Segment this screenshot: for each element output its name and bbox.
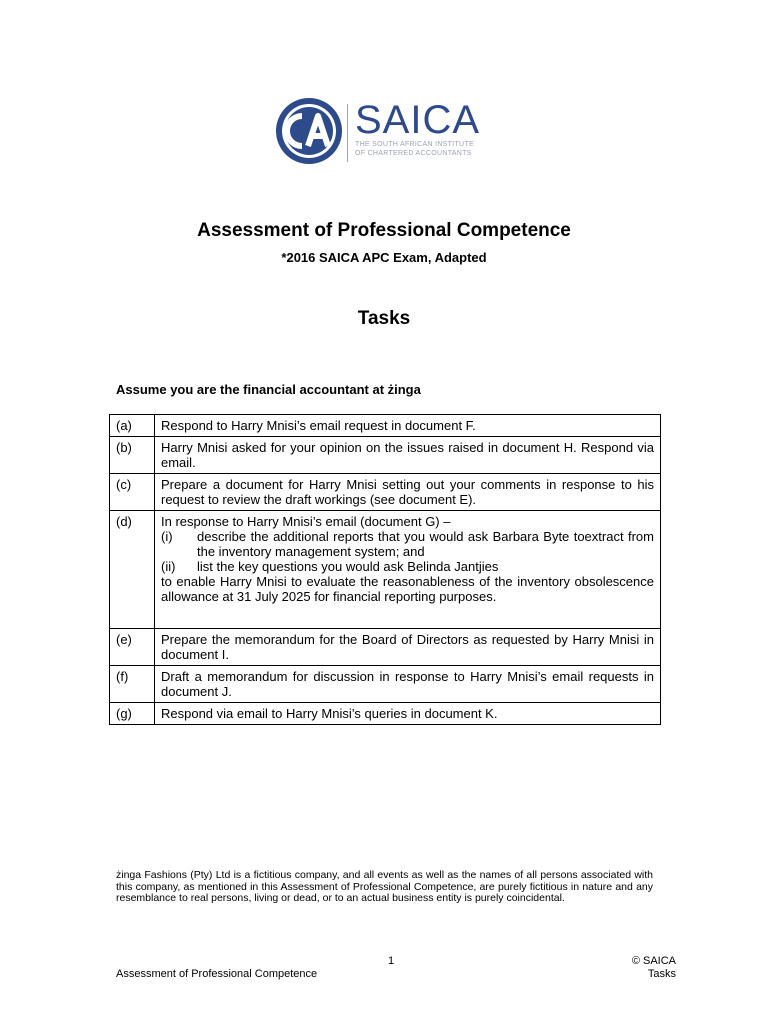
table-row: [110, 511, 661, 629]
table-row: [110, 474, 661, 511]
section-heading: Tasks: [357, 308, 411, 329]
logo-wordmark: [355, 100, 480, 158]
task-label: (g): [110, 703, 155, 725]
task-label: (e): [110, 629, 155, 666]
task-d-item-i-text: describe the additional reports that you would ask Barbara Byte toextract from the inventory management system; and: [197, 529, 654, 559]
task-d-item-ii-label: (ii): [161, 559, 176, 574]
task-text: Prepare a document for Harry Mnisi setting out your comments in response to his request to review the draft workings (see document E).: [155, 474, 661, 511]
task-d-item-ii-text: list the key questions you would ask Belinda Jantjies: [197, 559, 499, 574]
logo-brand-name: SAICA: [355, 98, 481, 142]
intro-text: Assume you are the financial accountant at żinga: [116, 382, 421, 397]
footer-section: Tasks: [647, 968, 676, 980]
disclaimer-text: żinga Fashions (Pty) Ltd is a fictitious company, and all events as well as the names of all persons associated with this company, as mentioned in this Assessment of Professional Competence, are purely fictitious in nature and any resemblance to real persons, living or dead, or to an actual business entity is purely coincidental.: [116, 869, 653, 904]
table-row: [110, 437, 661, 474]
task-text: Harry Mnisi asked for your opinion on the issues raised in document H. Respond via email.: [155, 437, 661, 474]
footer-right: [590, 955, 676, 981]
logo-divider: [347, 104, 348, 162]
task-d-lead: In response to Harry Mnisi’s email (document G) –: [161, 514, 451, 529]
page-number: 1: [388, 955, 395, 967]
task-label: (f): [110, 666, 155, 703]
document-title: Assessment of Professional Competence: [197, 220, 571, 241]
logo-subtitle-line1: THE SOUTH AFRICAN INSTITUTE: [355, 141, 474, 148]
task-table: [109, 414, 661, 725]
ca-emblem-icon: [272, 96, 348, 166]
document-subtitle: *2016 SAICA APC Exam, Adapted: [281, 250, 487, 265]
task-label: (b): [110, 437, 155, 474]
footer-left-text: Assessment of Professional Competence: [116, 968, 318, 980]
logo-subtitle-line2: OF CHARTERED ACCOUNTANTS: [355, 150, 472, 157]
table-row: [110, 703, 661, 725]
task-text: Respond to Harry Mnisi’s email request in document F.: [155, 415, 661, 437]
table-row: [110, 629, 661, 666]
task-label: (c): [110, 474, 155, 511]
task-d-item-i: [161, 529, 654, 559]
task-text: Prepare the memorandum for the Board of Directors as requested by Harry Mnisi in document I.: [155, 629, 661, 666]
task-label: (a): [110, 415, 155, 437]
task-d-item-ii: [161, 559, 654, 574]
task-d-tail: to enable Harry Mnisi to evaluate the reasonableness of the inventory obsolescence allowance at 31 July 2025 for financial reporting purposes.: [161, 574, 654, 604]
table-row: [110, 666, 661, 703]
task-text: Draft a memorandum for discussion in response to Harry Mnisi’s email requests in document J.: [155, 666, 661, 703]
task-text: [155, 511, 661, 629]
table-row: [110, 415, 661, 437]
footer-copyright: © SAICA: [631, 955, 676, 967]
task-text: Respond via email to Harry Mnisi’s queries in document K.: [155, 703, 661, 725]
task-label: (d): [110, 511, 155, 629]
task-d-item-i-label: (i): [161, 529, 173, 544]
